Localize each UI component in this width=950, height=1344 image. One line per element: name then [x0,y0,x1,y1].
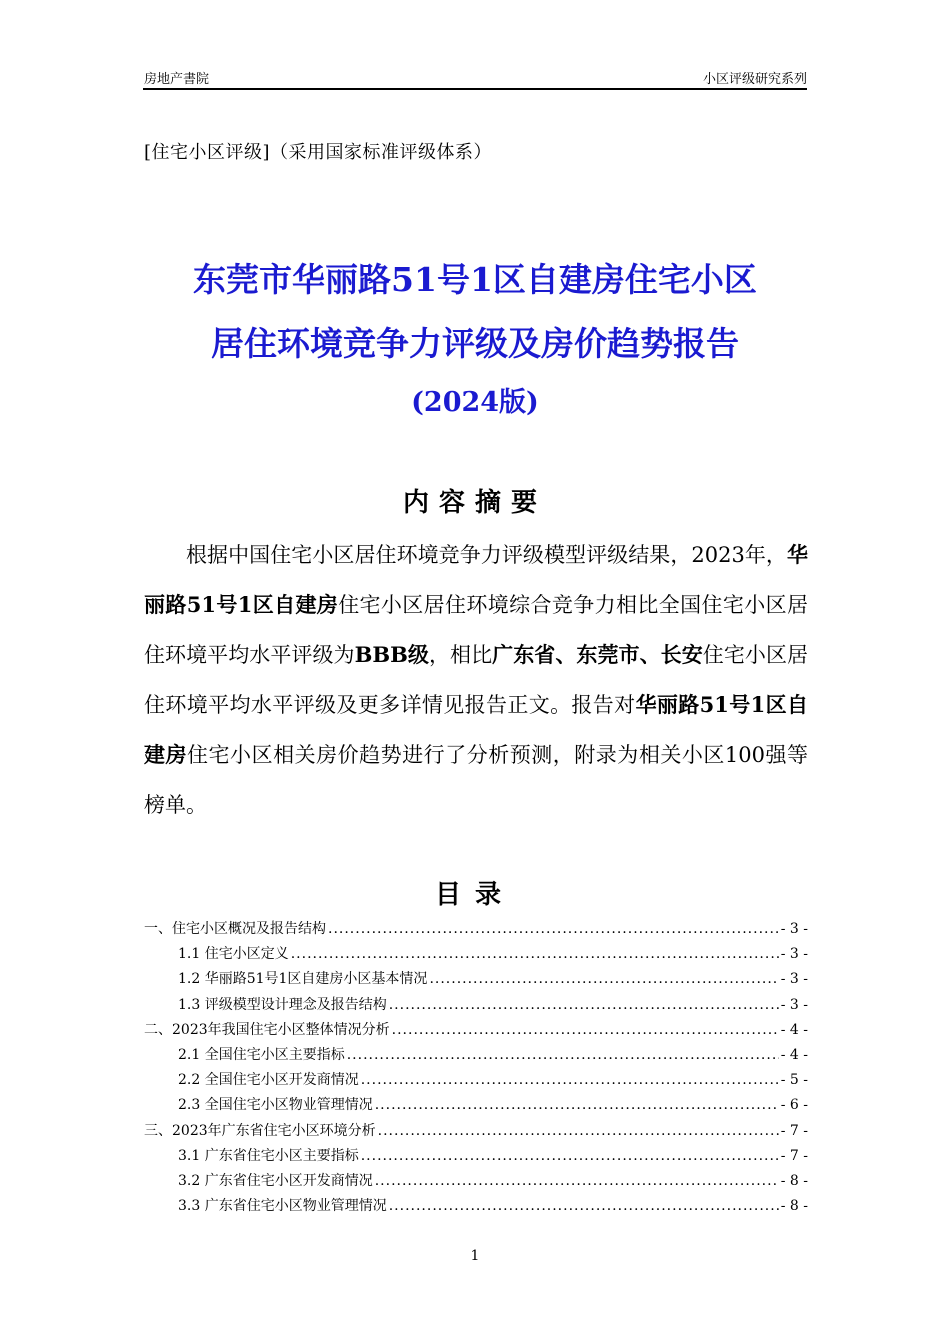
toc-leader-dots [328,921,779,937]
abstract-text: 住宅小区居住环境综合竞争力相比全国住宅小区居住环境平均水平评级为 [144,593,808,667]
toc-entry-label: 一、住宅小区概况及报告结构 [144,921,326,937]
header-divider [143,88,807,90]
toc-entry[interactable] [144,994,808,1019]
toc-entry-label: 2.2 全国住宅小区开发商情况 [178,1072,359,1089]
toc-entry-page: - 3 - [780,971,808,988]
table-of-contents [144,918,808,1220]
toc-entry-label: 3.3 广东省住宅小区物业管理情况 [178,1198,387,1215]
toc-leader-dots [375,1097,779,1113]
report-title-line1: 东莞市华丽路51号1区自建房住宅小区 [193,260,757,299]
toc-entry-label: 1.3 评级模型设计理念及报告结构 [178,996,387,1013]
toc-entry-label: 2.1 全国住宅小区主要指标 [178,1046,345,1063]
page-number: 1 [470,1248,480,1264]
toc-entry-label: 3.2 广东省住宅小区开发商情况 [178,1172,373,1189]
abstract-highlight: 华丽路51号1区自建房 [144,692,809,767]
toc-heading: 目录 [434,880,515,910]
abstract-text: ，相比 [428,643,493,667]
abstract-highlight: 广东省、东莞市、长安 [492,642,703,667]
toc-entry-page: - 4 - [780,1021,808,1038]
toc-entry[interactable] [144,943,808,968]
toc-entry[interactable] [144,1195,808,1220]
report-title-line2: 居住环境竞争力评级及房价趋势报告 [211,324,739,363]
toc-entry-page: - 7 - [780,1122,808,1139]
toc-entry[interactable] [144,968,808,993]
toc-leader-dots [347,1047,779,1063]
toc-entry[interactable] [144,1044,808,1069]
toc-entry[interactable] [144,1069,808,1094]
abstract-text: 根据中国住宅小区居住环境竞争力评级模型评级结果，2023年， [186,543,787,567]
toc-entry-page: - 4 - [780,1046,808,1063]
abstract-highlight: 华丽路51号1区自建房 [144,542,808,617]
header-series: 小区评级研究系列 [702,72,807,87]
toc-entry-page: - 6 - [780,1097,808,1114]
toc-entry-page: - 5 - [780,1072,808,1089]
abstract-text: 住宅小区居住环境平均水平评级及更多详情见报告正文。报告对 [144,643,809,717]
toc-leader-dots [361,1148,779,1164]
toc-leader-dots [375,1173,779,1189]
classification-label: [住宅小区评级]（采用国家标准评级体系） [144,142,493,163]
toc-leader-dots [291,946,779,962]
toc-entry-label: 2.3 全国住宅小区物业管理情况 [178,1097,373,1114]
toc-entry[interactable] [144,918,808,943]
toc-leader-dots [389,997,779,1013]
report-edition: (2024版) [411,387,539,418]
abstract-paragraph [144,530,808,830]
toc-leader-dots [429,971,778,987]
toc-entry-label: 3.1 广东省住宅小区主要指标 [178,1147,359,1164]
toc-entry-page: - 8 - [780,1198,808,1215]
toc-entry-page: - 8 - [780,1172,808,1189]
toc-entry[interactable] [144,1145,808,1170]
toc-entry-label: 1.2 华丽路51号1区自建房小区基本情况 [178,971,428,988]
abstract-body [144,530,808,830]
toc-entry-label: 二、2023年我国住宅小区整体情况分析 [144,1021,390,1038]
abstract-text: 住宅小区相关房价趋势进行了分析预测，附录为相关小区100强等榜单。 [144,743,808,817]
toc-entry[interactable] [144,1120,808,1145]
abstract-heading: 内容摘要 [402,488,547,518]
toc-leader-dots [378,1123,779,1139]
toc-entry-label: 三、2023年广东省住宅小区环境分析 [144,1122,376,1139]
toc-entry[interactable] [144,1019,808,1044]
toc-entry-label: 1.1 住宅小区定义 [178,946,289,963]
toc-entry[interactable] [144,1170,808,1195]
toc-entry-page: - 3 - [780,946,808,963]
toc-leader-dots [361,1072,779,1088]
toc-entry-page: - 3 - [780,996,808,1013]
toc-entry-page: - 7 - [780,1147,808,1164]
toc-entry-page: - 3 - [780,921,808,937]
toc-leader-dots [392,1022,779,1038]
header-publisher: 房地产書院 [144,72,210,87]
abstract-highlight: BBB级 [354,642,429,667]
toc-leader-dots [389,1198,779,1214]
toc-entry[interactable] [144,1094,808,1119]
